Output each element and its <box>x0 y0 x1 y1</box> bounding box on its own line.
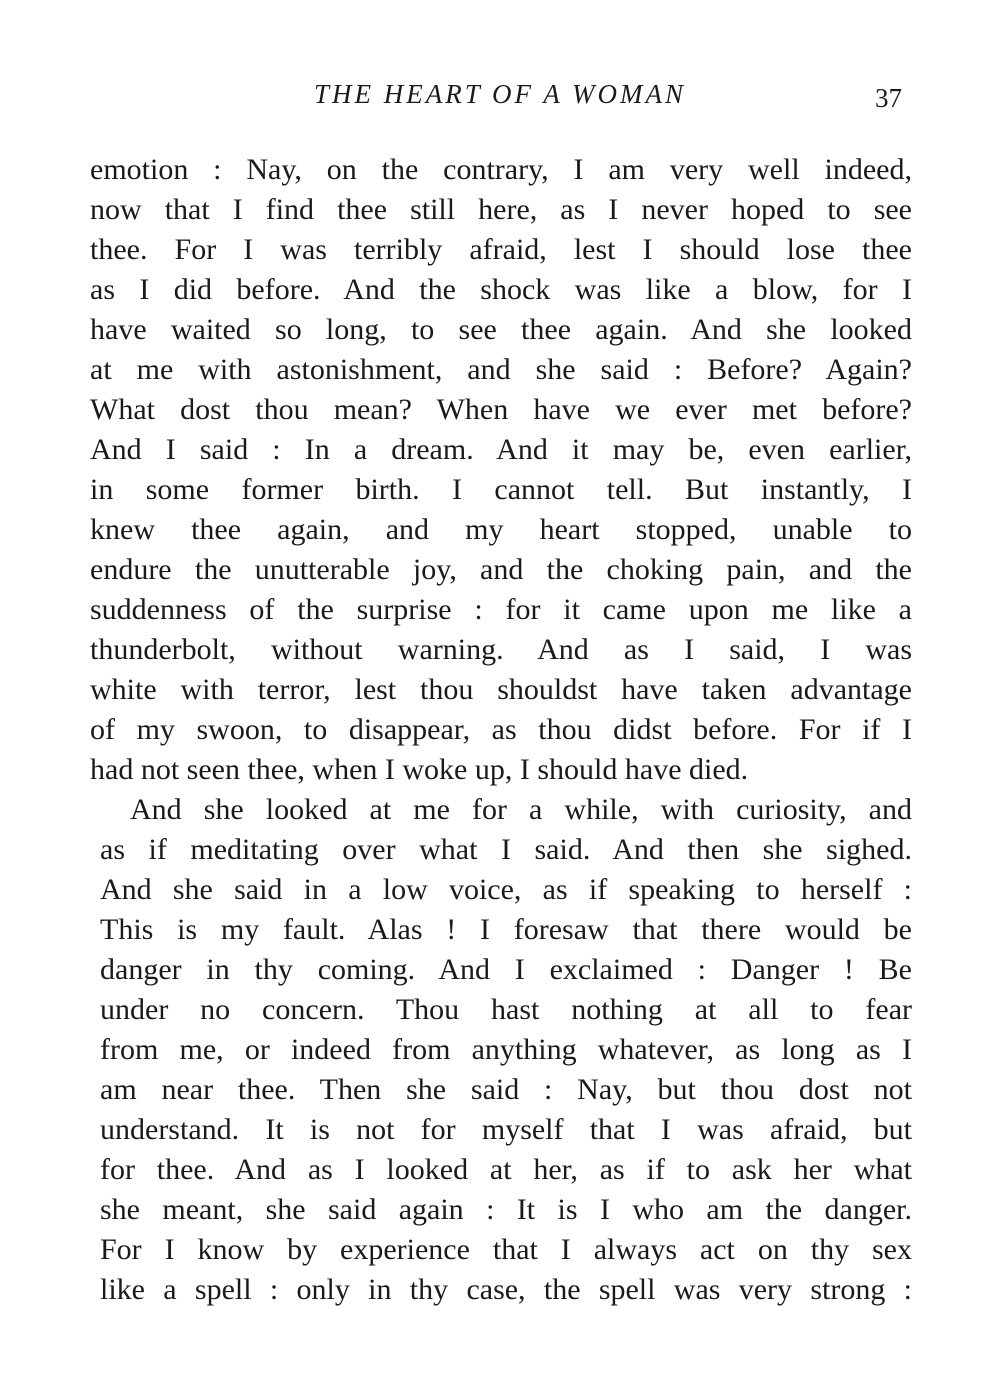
text-line: at me with astonishment, and she said : Before? Again? <box>90 353 912 386</box>
text-line: And she said in a low voice, as if speaking to herself : <box>100 873 912 906</box>
text-line: emotion : Nay, on the contrary, I am very well indeed, <box>90 153 912 186</box>
text-line: thee. For I was terribly afraid, lest I should lose thee <box>90 233 912 266</box>
running-head <box>90 74 910 114</box>
text-line: thunderbolt, without warning. And as I said, I was <box>90 633 912 666</box>
text-line: suddenness of the surprise : for it came upon me like a <box>90 593 912 626</box>
paragraph-1 <box>90 150 912 790</box>
running-title: THE HEART OF A WOMAN <box>313 79 686 109</box>
page-number: 37 <box>875 83 902 113</box>
text-line: knew thee again, and my heart stopped, unable to <box>90 513 912 546</box>
text-line: for thee. And as I looked at her, as if to ask her what <box>100 1153 912 1186</box>
text-line: understand. It is not for myself that I was afraid, but <box>100 1113 912 1146</box>
text-line: from me, or indeed from anything whatever, as long as I <box>100 1033 912 1066</box>
text-line: have waited so long, to see thee again. And she looked <box>90 313 912 346</box>
text-line: as I did before. And the shock was like a blow, for I <box>90 273 912 306</box>
text-line: in some former birth. I cannot tell. But instantly, I <box>90 473 912 506</box>
text-line: This is my fault. Alas ! I foresaw that there would be <box>100 913 912 946</box>
body-text <box>90 150 912 1310</box>
text-line: of my swoon, to disappear, as thou didst before. For if I <box>90 713 912 746</box>
text-line: And I said : In a dream. And it may be, even earlier, <box>90 433 912 466</box>
text-line: white with terror, lest thou shouldst have taken advantage <box>90 673 912 706</box>
paragraph-2 <box>90 790 912 1310</box>
text-line: am near thee. Then she said : Nay, but thou dost not <box>100 1073 912 1106</box>
text-line: endure the unutterable joy, and the choking pain, and the <box>90 553 912 586</box>
text-line: as if meditating over what I said. And then she sighed. <box>100 833 912 866</box>
text-line: And she looked at me for a while, with curiosity, and <box>130 793 912 826</box>
text-line: danger in thy coming. And I exclaimed : Danger ! Be <box>100 953 912 986</box>
text-line: she meant, she said again : It is I who am the danger. <box>100 1193 912 1226</box>
text-line: For I know by experience that I always act on thy sex <box>100 1233 912 1266</box>
text-line: under no concern. Thou hast nothing at all to fear <box>100 993 912 1026</box>
text-line: had not seen thee, when I woke up, I should have died. <box>90 753 749 786</box>
text-line: now that I find thee still here, as I never hoped to see <box>90 193 912 226</box>
text-line: What dost thou mean? When have we ever met before? <box>90 393 912 426</box>
text-line: like a spell : only in thy case, the spell was very strong : <box>100 1273 912 1306</box>
